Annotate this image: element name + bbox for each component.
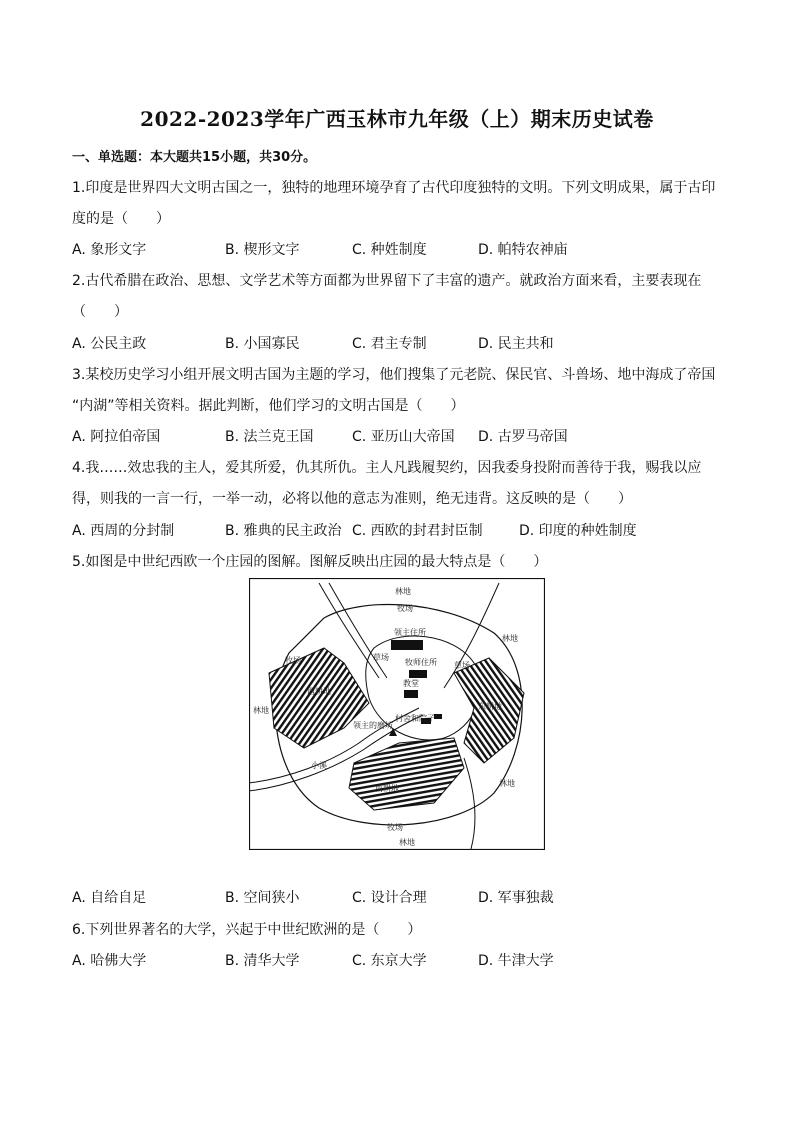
- label-meadow-right: 草场: [454, 661, 470, 670]
- question-6-option-c[interactable]: C. 东京大学: [352, 953, 427, 969]
- label-stream: 小溪: [311, 761, 327, 770]
- question-6-option-d[interactable]: D. 牛津大学: [478, 953, 554, 969]
- label-west-field: 西耕地: [307, 687, 331, 696]
- label-south-field: 南耕地: [375, 784, 399, 793]
- label-lord-farm: 领主的磨坊: [353, 721, 393, 730]
- question-4-line-2: 得，则我的一言一行，一举一动，必将以他的意志为准则，绝无违背。这反映的是（ ）: [72, 491, 632, 507]
- lord-house-building: [391, 640, 423, 650]
- question-5-line-1: 5.如图是中世纪西欧一个庄园的图解。图解反映出庄园的最大特点是（ ）: [72, 554, 548, 570]
- question-5-option-c[interactable]: C. 设计合理: [352, 890, 427, 906]
- question-6-line-1: 6.下列世界著名的大学，兴起于中世纪欧洲的是（ ）: [72, 922, 422, 938]
- village-house-2: [434, 714, 442, 719]
- question-3-line-2: “内湖”等相关资料。据此判断，他们学习的文明古国是（ ）: [72, 398, 465, 414]
- label-forest-right2: 林地: [499, 779, 515, 788]
- section-heading: 一、单选题：本大题共15小题，共30分。: [72, 150, 317, 165]
- label-pasture-top: 牧场: [397, 604, 413, 613]
- label-church: 教堂: [403, 679, 419, 688]
- question-1-line-1: 1.印度是世界四大文明古国之一，独特的地理环境孕育了古代印度独特的文明。下列文明成果，属于古印: [72, 180, 716, 196]
- question-4-option-c[interactable]: C. 西欧的封君封臣制: [352, 523, 483, 539]
- question-4-line-1: 4.我……效忠我的主人，爱其所爱，仇其所仇。主人凡践履契约，因我委身投附而善待于我，赐我以应: [72, 460, 702, 476]
- label-village: 村舍和院子: [395, 714, 435, 723]
- question-1-option-c[interactable]: C. 种姓制度: [352, 242, 427, 258]
- question-2-option-a[interactable]: A. 公民主政: [72, 336, 147, 352]
- page-title: 2022-2023学年广西玉林市九年级（上）期末历史试卷: [140, 107, 654, 131]
- label-priest-house: 牧师住所: [405, 658, 437, 667]
- question-3-line-1: 3.某校历史学习小组开展文明古国为主题的学习，他们搜集了元老院、保民官、斗兽场、地中海成了帝国: [72, 367, 716, 383]
- question-5-option-a[interactable]: A. 自给自足: [72, 890, 147, 906]
- label-pasture-left: 牧场: [285, 656, 301, 665]
- label-meadow-left: 草场: [373, 653, 389, 662]
- question-4-option-b[interactable]: B. 雅典的民主政治: [225, 523, 342, 539]
- question-2-option-b[interactable]: B. 小国寡民: [225, 336, 300, 352]
- question-6-option-b[interactable]: B. 清华大学: [225, 953, 300, 969]
- label-forest-left: 林地: [253, 706, 269, 715]
- manor-diagram: [249, 578, 545, 850]
- label-forest-bottom: 林地: [399, 838, 415, 847]
- manor-diagram-svg: [249, 578, 545, 850]
- question-3-option-c[interactable]: C. 亚历山大帝国: [352, 429, 455, 445]
- question-2-line-1: 2.古代希腊在政治、思想、文学艺术等方面都为世界留下了丰富的遗产。就政治方面来看，主要表现在: [72, 273, 702, 289]
- label-forest-right: 林地: [502, 634, 518, 643]
- label-lord-house: 领主住所: [394, 628, 426, 637]
- question-1-option-d[interactable]: D. 帕特农神庙: [478, 242, 568, 258]
- question-4-option-a[interactable]: A. 西周的分封制: [72, 523, 175, 539]
- label-east-field: 东耕地: [478, 702, 502, 711]
- question-4-option-d[interactable]: D. 印度的种姓制度: [519, 523, 637, 539]
- question-3-option-a[interactable]: A. 阿拉伯帝国: [72, 429, 161, 445]
- church-building: [404, 690, 418, 698]
- question-2-option-d[interactable]: D. 民主共和: [478, 336, 554, 352]
- question-2-line-2: （ ）: [72, 304, 128, 320]
- question-5-option-d[interactable]: D. 军事独裁: [478, 890, 554, 906]
- priest-house-building: [409, 670, 427, 678]
- question-1-option-a[interactable]: A. 象形文字: [72, 242, 147, 258]
- question-6-option-a[interactable]: A. 哈佛大学: [72, 953, 147, 969]
- question-1-option-b[interactable]: B. 楔形文字: [225, 242, 300, 258]
- label-forest-top: 林地: [395, 587, 411, 596]
- question-1-line-2: 度的是（ ）: [72, 211, 170, 227]
- label-pasture-bottom: 牧场: [387, 823, 403, 832]
- question-2-option-c[interactable]: C. 君主专制: [352, 336, 427, 352]
- question-3-option-b[interactable]: B. 法兰克王国: [225, 429, 314, 445]
- question-3-option-d[interactable]: D. 古罗马帝国: [478, 429, 568, 445]
- question-5-option-b[interactable]: B. 空间狭小: [225, 890, 300, 906]
